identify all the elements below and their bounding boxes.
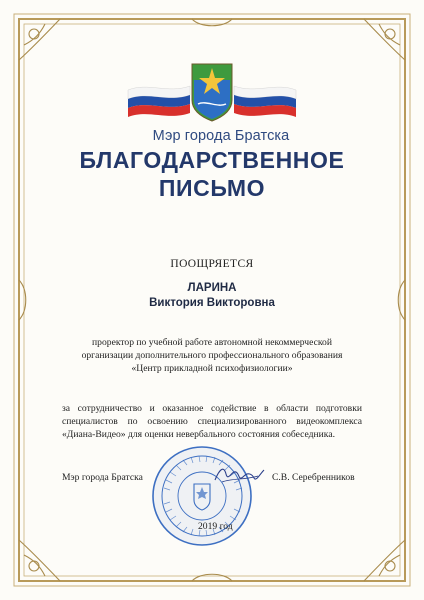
recipient-position [0, 336, 424, 375]
gratitude-reason: за сотрудничество и оказанное содействие в области подготовки специалистов по освоению специализированного видеокомплекса «Диана-Видео» для оценки невербального состояния собеседника. [62, 403, 362, 440]
position-line-2: организации дополнительного профессионального образования [81, 350, 343, 361]
official-seal-icon [150, 444, 254, 548]
handwritten-signature-icon [212, 462, 266, 488]
year-label: 2019 год [198, 521, 233, 532]
document-title-line1: БЛАГОДАРСТВЕННОЕ [79, 147, 345, 173]
heading-block [0, 127, 424, 201]
mayor-title: Мэр города Братска [152, 128, 290, 144]
recipient-surname: ЛАРИНА [187, 282, 237, 294]
position-line-3: «Центр прикладной психофизиологии» [131, 363, 293, 374]
position-line-1: проректор по учебной работе автономной некоммерческой [92, 337, 332, 348]
signature-position-label: Мэр города Братска [62, 472, 143, 483]
signer-name: С.В. Серебренников [272, 472, 355, 483]
document-title-line2: ПИСЬМО [158, 175, 266, 201]
city-emblem-icon [120, 60, 304, 122]
recipient-name: Виктория Викторовна [149, 297, 275, 309]
encourages-label: ПООЩРЯЕТСЯ [170, 258, 254, 270]
